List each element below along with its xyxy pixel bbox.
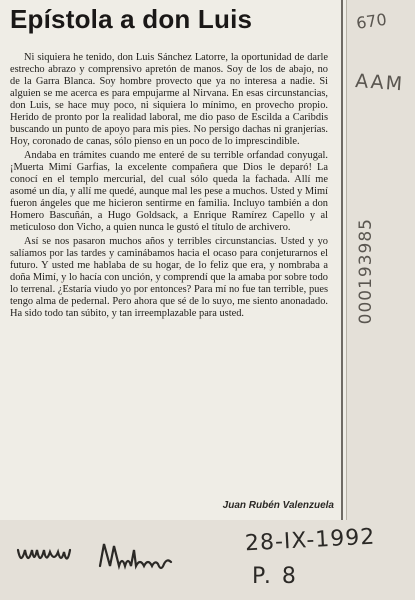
article-paragraph-3: Así se nos pasaron muchos años y terribles circunstancias. Usted y yo salíamos por las tardes y caminábamos hacia el ocaso para conjeturarnos el futuro. Y usted me hablaba de su hogar, de lo feliz que era, y nombraba a doña Mimí, y lo hacía con unción, y comprendí que la amaba por sobre todo lo terrenal. ¿Estaría viudo yo por entonces? Para mí no fue tan terrible, pues tengo alma de pedernal. Pero ahora que sé de lo suyo, me siento anonadado. Ha sido todo tan súbito, y tan irreemplazable para usted. — [10, 236, 328, 319]
handwritten-catalog-number: 000193985 — [356, 218, 376, 325]
handwritten-page: P. 8 — [252, 564, 298, 589]
handwritten-source-signature — [14, 536, 214, 580]
article-paragraph-1: Ni siquiera he tenido, don Luis Sánchez Latorre, la oportunidad de darle estrecho abrazo y comprensivo apretón de manos. Soy de los de abajo, no de la Garra Blanca. Soy hombre provecto que ya no interesa a nadie. Si alguien se me acerca es para empujarme al Nirvana. En esas circunstancias, don Luis, se hace muy poco, ni siquiera lo mínimo, en provecho propio. Herido de pronto por la realidad laboral, me dio paso de Escilda a Caribdis buscando un punto de apoyo para mis pies. No persigo dachas ni granjerías. Hoy, coronado de canas, sólo pienso en un poco de lo imprescindible. — [10, 52, 328, 147]
handwritten-initials: AAM — [354, 70, 405, 96]
article-title: Epístola a don Luis — [10, 4, 253, 34]
article-paragraph-2: Andaba en trámites cuando me enteré de su terrible orfandad conyugal. ¡Muerta Mimí Garfias, la excelente compañera que Dios le deparó! La conocí en el templo mercurial, del cual sólo queda la fachada. Allí me asomé un día, y allí me quedé, aunque mal les pese a muchos. Usted y Mimí fueron ángeles que me hicieron sentirme en familia. Incluyo también a don Homero Bascuñán, a Hugo Goldsack, a Enrique Ramírez Capello y al meticuloso don Vicho, a quien nunca le gustó el título de archivero. — [10, 150, 328, 233]
column-divider — [341, 0, 343, 520]
source-handwriting-drawing — [14, 536, 214, 580]
article-byline: Juan Rubén Valenzuela — [222, 500, 334, 511]
handwritten-date: 28-IX-1992 — [244, 524, 376, 557]
handwritten-code: 670 — [355, 9, 388, 33]
article-body — [10, 52, 328, 322]
